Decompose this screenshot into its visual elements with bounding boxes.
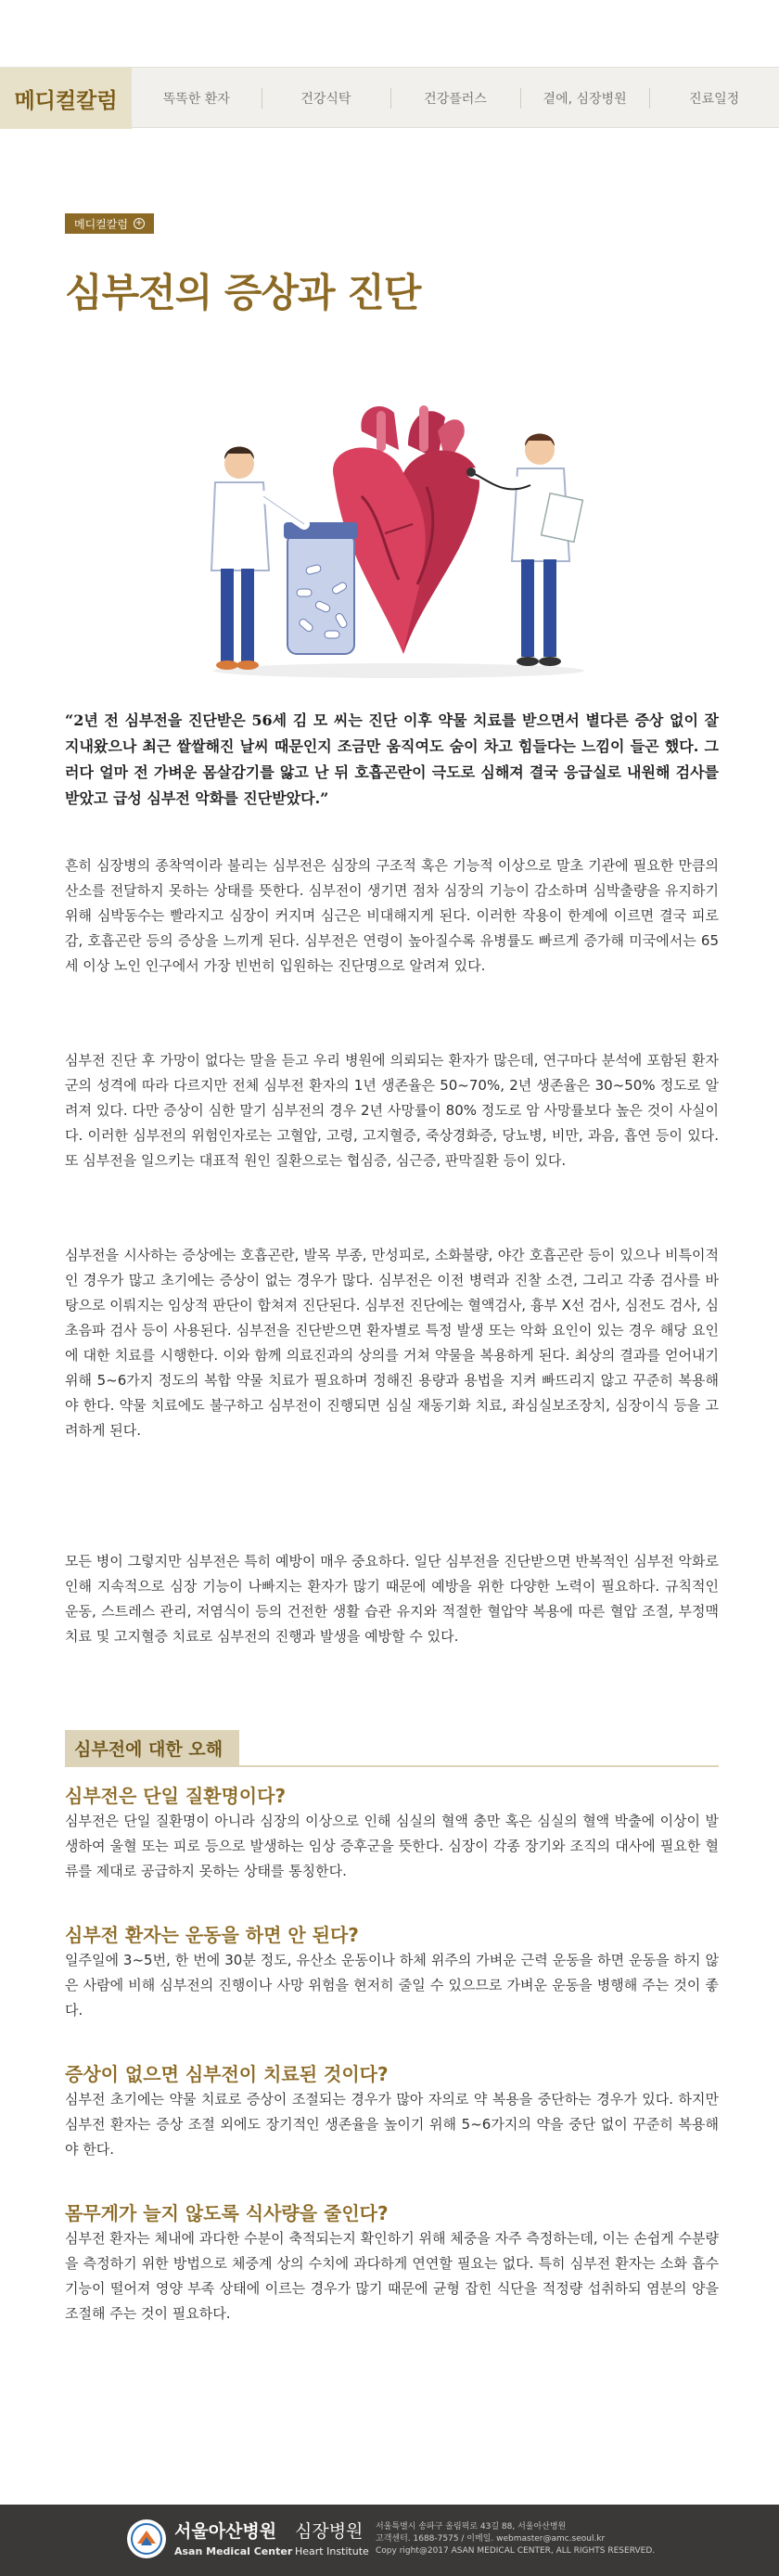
intro-quote: “2년 전 심부전을 진단받은 56세 김 모 씨는 진단 이후 약물 치료를 받으면서 별다른 증상 없이 잘 지내왔으나 최근 쌀쌀해진 날씨 때문인지 조금만 움직여도 숨이 차고 힘들다는 느낌이 들곤 했다. 그러다 얼마 전 가벼운 몸살감기를 앓고 난 뒤 호흡곤란이 극도로 심해져 결국 응급실로 내원해 검사를 받았고 급성 심부전 악화를 진단받았다.” [65,711,719,807]
body-paragraph: 흔히 심장병의 종착역이라 불리는 심부전은 심장의 구조적 혹은 기능적 이상으로 말초 기관에 필요한 만큼의 산소를 전달하지 못하는 상태를 뜻한다. 심부전이 생기면 점차 심장의 기능이 감소하며 심박출량을 유지하기 위해 심박동수는 빨라지고 심장이 커지며 심근은 비대해지게 된다. 이러한 작용이 한계에 이르면 결국 피로감, 호흡곤란 등의 증상을 느끼게 된다. 심부전은 연령이 높아질수록 유병률도 빠르게 증가해 미국에서는 65세 이상 노인 인구에서 가장 빈번히 입원하는 진단명으로 알려져 있다. [65,857,719,974]
body-paragraph: 심부전을 시사하는 증상에는 호흡곤란, 발목 부종, 만성피로, 소화불량, 야간 호흡곤란 등이 있으나 비특이적인 경우가 많고 초기에는 증상이 없는 경우가 많다. 심부전은 이전 병력과 진찰 소견, 그리고 각종 검사를 바탕으로 이뤄지는 임상적 판단이 합쳐져 진단된다. 심부전 진단에는 혈액검사, 흉부 X선 검사, 심전도 검사, 심초음파 검사 등이 사용된다. 심부전을 진단받으면 환자별로 특정 발생 또는 악화 요인이 있는 경우 해당 요인에 대한 치료를 시행한다. 이와 함께 의료진과의 상의를 거쳐 약물을 복용하게 된다. 최상의 결과를 얻어내기 위해 5~6가지 정도의 복합 약물 치료가 필요하며 정해진 용량과 용법을 지켜 빠뜨리지 않고 꾸준히 복용해야 한다. 약물 치료에도 불구하고 심부전이 진행되면 심실 재동기화 치료, 좌심실보조장치, 심장이식 등을 고려하게 된다. [65,1247,719,1439]
footer-copyright: Copy right@2017 ASAN MEDICAL CENTER, ALL RIGHTS RESERVED. [376,2546,656,2556]
nav-item-smart-patient[interactable]: 똑똑한 환자 [162,92,230,107]
hospital-logo-icon [127,2519,166,2558]
category-badge [65,213,154,234]
department-name-ko: 심장병원 [295,2521,364,2542]
section-divider [65,1765,719,1767]
nav-item-heart-hospital[interactable]: 곁에, 심장병원 [520,68,650,129]
section-title: 심부전에 대한 오해 [65,1730,239,1765]
footer-address: 서울특별시 송파구 올림픽로 43길 88, 서울아산병원 [376,2522,567,2531]
nav-item-schedule[interactable]: 진료일정 [649,68,779,129]
nav-brand[interactable]: 메디컬칼럼 [0,68,132,129]
qa-question: 심부전 환자는 운동을 하면 안 된다? [65,1924,359,1946]
qa-question: 증상이 없으면 심부전이 치료된 것이다? [65,2063,389,2085]
top-nav [0,67,779,128]
footer [0,2505,779,2576]
hospital-name-en: Asan Medical Center [174,2545,293,2557]
nav-items [132,68,779,129]
body-paragraph: 모든 병이 그렇지만 심부전은 특히 예방이 매우 중요하다. 일단 심부전을 진단받으면 반복적인 심부전 악화로 인해 지속적으로 심장 기능이 나빠지는 환자가 많기 때문에 예방을 위한 다양한 노력이 필요하다. 규칙적인 운동, 스트레스 관리, 저염식이 등의 건전한 생활 습관 유지와 적절한 혈압약 복용에 따른 혈압 조절, 부정맥 치료 및 고지혈증 치료로 심부전의 진행과 발생을 예방할 수 있다. [65,1553,719,1645]
heart-doctors-illustration [195,394,603,682]
plus-circle-icon: + [134,218,144,228]
qa-answer: 심부전 환자는 체내에 과다한 수분이 축적되는지 확인하기 위해 체중을 자주 측정하는데, 이는 손쉽게 수분량을 측정하기 위한 방법으로 체중계 상의 수치에 과다하게 연연할 필요는 없다. 특히 심부전 환자는 소화 흡수 기능이 떨어져 영양 부족 상태에 이르는 경우가 많기 때문에 균형 잡힌 식단을 적정량 섭취하되 염분의 양을 조절해 주는 것이 필요하다. [65,2230,719,2322]
qa-question: 몸무게가 늘지 않도록 식사량을 줄인다? [65,2202,389,2224]
qa-question: 심부전은 단일 질환명이다? [65,1785,287,1807]
qa-answer: 심부전은 단일 질환명이 아니라 심장의 이상으로 인해 심실의 혈액 충만 혹은 심실의 혈액 박출에 이상이 발생하여 울혈 또는 피로 등으로 발생하는 임상 증후군을 뜻한다. 심장이 각종 장기와 조직의 대사에 필요한 혈류를 제대로 공급하지 못하는 상태를 통칭한다. [65,1813,719,1879]
footer-info [376,2521,655,2557]
qa-answer: 심부전 초기에는 약물 치료로 증상이 조절되는 경우가 많아 자의로 약 복용을 중단하는 경우가 있다. 하지만 심부전 환자는 증상 조절 외에도 장기적인 생존율을 높이기 위해 5~6가지의 약을 중단 없이 꾸준히 복용해야 한다. [65,2091,719,2158]
footer-contact: 고객센터. 1688-7575 / 이메일. webmaster@amc.seoul.kr [376,2534,606,2544]
page-title: 심부전의 증상과 진단 [65,270,421,315]
nav-item-health-table[interactable]: 건강식탁 [262,68,391,129]
nav-item-health-plus[interactable]: 건강플러스 [390,68,520,129]
category-label: 메디컬칼럼 [74,217,128,231]
hospital-name-ko: 서울아산병원 [174,2521,277,2542]
department-name-en: Heart Institute [295,2545,369,2557]
body-paragraph: 심부전 진단 후 가망이 없다는 말을 듣고 우리 병원에 의뢰되는 환자가 많은데, 연구마다 분석에 포함된 환자군의 성격에 따라 다르지만 전체 심부전 환자의 1년 생존율은 50~70%, 2년 생존율은 30~50% 정도로 알려져 있다. 다만 증상이 심한 말기 심부전의 경우 2년 사망률이 80% 정도로 암 사망률보다 높은 것이 사실이다. 이러한 심부전의 위험인자로는 고혈압, 고령, 고지혈증, 죽상경화증, 당뇨병, 비만, 과음, 흡연 등이 있다. 또 심부전을 일으키는 대표적 원인 질환으로는 협심증, 심근증, 판막질환 등이 있다. [65,1052,719,1169]
qa-answer: 일주일에 3~5번, 한 번에 30분 정도, 유산소 운동이나 하체 위주의 가벼운 근력 운동을 하면 운동을 하지 않은 사람에 비해 심부전의 진행이나 사망 위험을 현저히 줄일 수 있으므로 가벼운 운동을 병행해 주는 것이 좋다. [65,1952,719,2019]
